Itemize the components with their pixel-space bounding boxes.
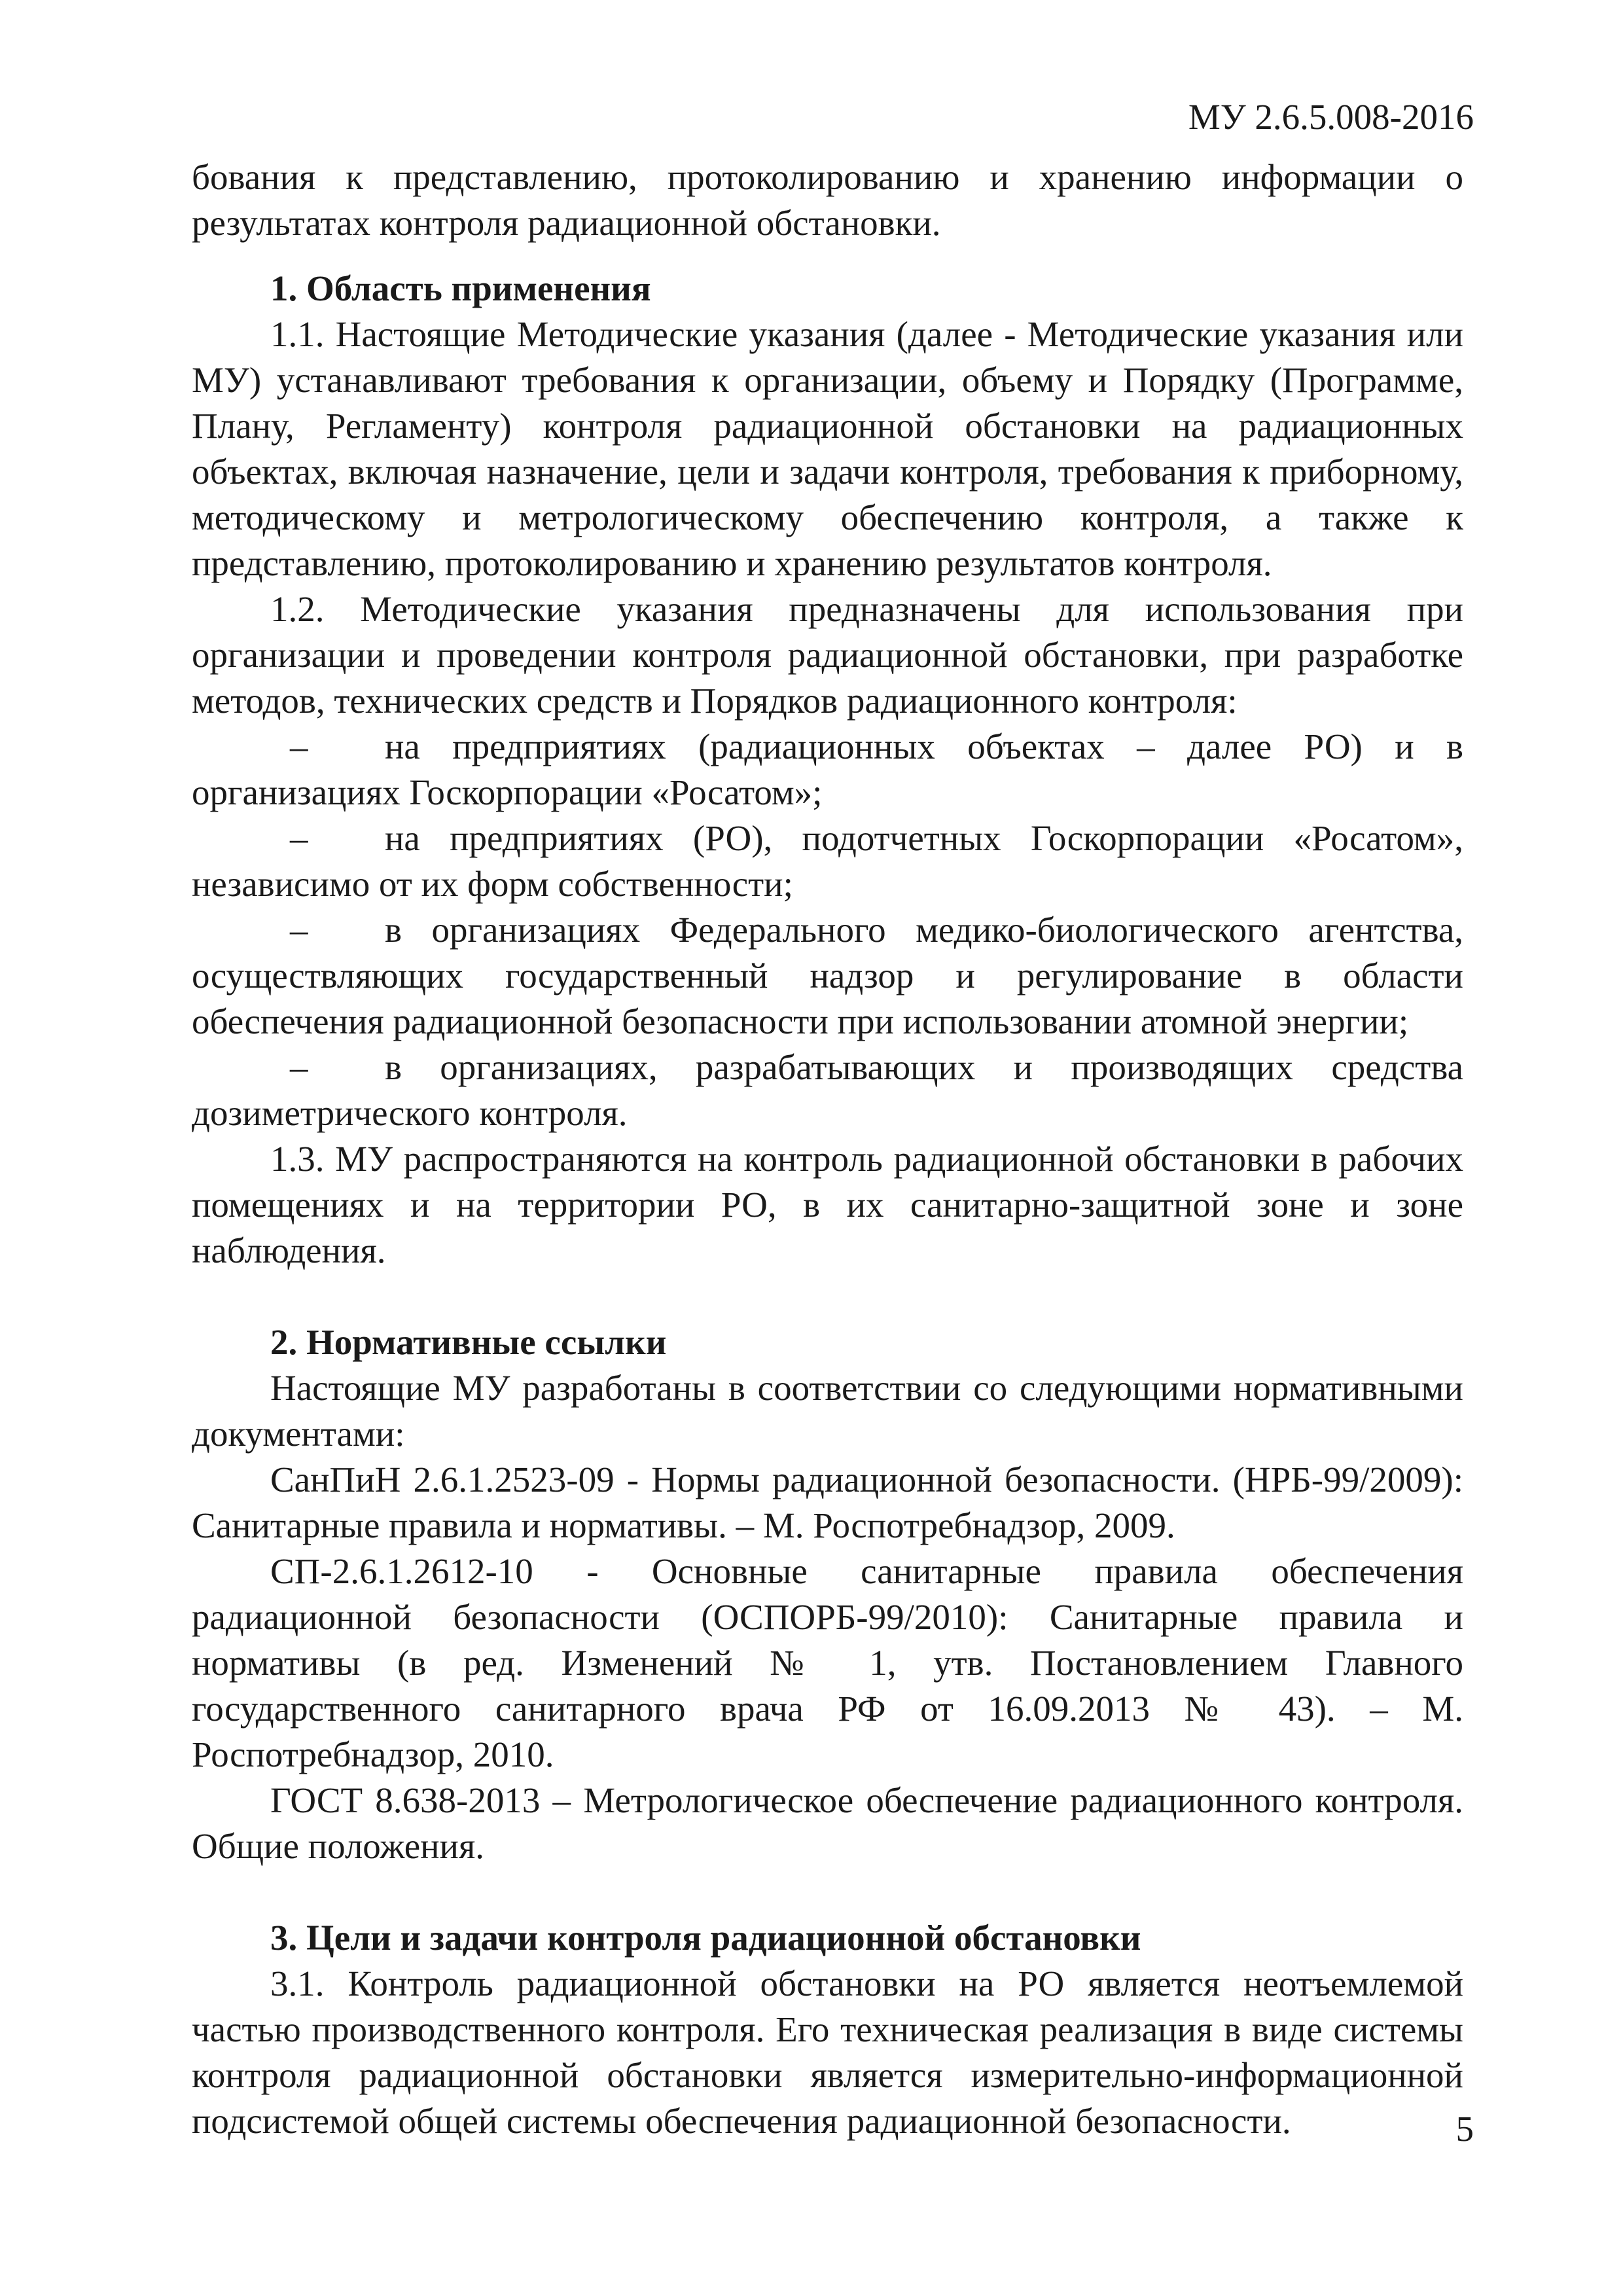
spacer	[192, 1274, 1463, 1319]
reference-gost: ГОСТ 8.638-2013 – Метрологическое обеспечение радиационного контроля. Общие положения.	[192, 1780, 1463, 1866]
reference-sanpin: СанПиН 2.6.1.2523-09 - Нормы радиационной безопасности. (НРБ-99/2009): Санитарные правила и нормативы. – М. Роспотребнадзор, 2009.	[192, 1460, 1463, 1545]
dash-marker: –	[290, 910, 308, 950]
dash-marker: –	[290, 726, 308, 766]
page-content	[192, 154, 1463, 2144]
dash-list-item	[192, 907, 1463, 1045]
paragraph-1-2: 1.2. Методические указания предназначены для использования при организации и проведении контроля радиационной обстановки, при разработке методов, технических средств и Порядков радиационного контроля:	[192, 589, 1463, 721]
page-number: 5	[1455, 2109, 1474, 2149]
section-2-intro: Настоящие МУ разработаны в соответствии со следующими нормативными документами:	[192, 1368, 1463, 1454]
spacer	[192, 246, 1463, 266]
reference-sp: СП-2.6.1.2612-10 - Основные санитарные правила обеспечения радиационной безопасности (ОСПОРБ-99/2010): Санитарные правила и нормативы (в ред. Изменений № 1, утв. Постановлением Главного государственного санитарного врача РФ от 16.09.2013 № 43). – М. Роспотребнадзор, 2010.	[192, 1551, 1463, 1774]
section-2-heading: 2. Нормативные ссылки	[270, 1322, 667, 1362]
document-code: МУ 2.6.5.008-2016	[1188, 97, 1474, 137]
section-1-heading: 1. Область применения	[270, 268, 651, 308]
intro-tail-paragraph: бования к представлению, протоколированию и хранению информации о результатах контроля радиационной обстановки.	[192, 157, 1463, 243]
dash-item-text: на предприятиях (РО), подотчетных Госкорпорации «Росатом», независимо от их форм собственности;	[192, 818, 1463, 904]
dash-marker: –	[290, 1047, 308, 1087]
dash-item-text: на предприятиях (радиационных объектах – далее РО) и в организациях Госкорпорации «Росатом»;	[192, 726, 1463, 812]
dash-list-item	[192, 724, 1463, 816]
section-3-heading: 3. Цели и задачи контроля радиационной обстановки	[270, 1918, 1141, 1958]
dash-list-item	[192, 1045, 1463, 1136]
dash-item-text: в организациях, разрабатывающих и производящих средства дозиметрического контроля.	[192, 1047, 1463, 1133]
paragraph-1-3: 1.3. МУ распространяются на контроль радиационной обстановки в рабочих помещениях и на территории РО, в их санитарно-защитной зоне и зоне наблюдения.	[192, 1139, 1463, 1270]
spacer	[192, 1869, 1463, 1915]
dash-list-item	[192, 816, 1463, 907]
dash-marker: –	[290, 818, 308, 858]
dash-item-text: в организациях Федерального медико-биологического агентства, осуществляющих государственный надзор и регулирование в области обеспечения радиационной безопасности при использовании атомной энергии;	[192, 910, 1463, 1041]
paragraph-3-1: 3.1. Контроль радиационной обстановки на РО является неотъемлемой частью производственного контроля. Его техническая реализация в виде системы контроля радиационной обстановки является измерительно-информационной подсистемой общей системы обеспечения радиационной безопасности.	[192, 1964, 1463, 2141]
paragraph-1-1: 1.1. Настоящие Методические указания (далее - Методические указания или МУ) устанавливают требования к организации, объему и Порядку (Программе, Плану, Регламенту) контроля радиационной обстановки на радиационных объектах, включая назначение, цели и задачи контроля, требования к приборному, методическому и метрологическому обеспечению контроля, а также к представлению, протоколированию и хранению результатов контроля.	[192, 314, 1463, 583]
